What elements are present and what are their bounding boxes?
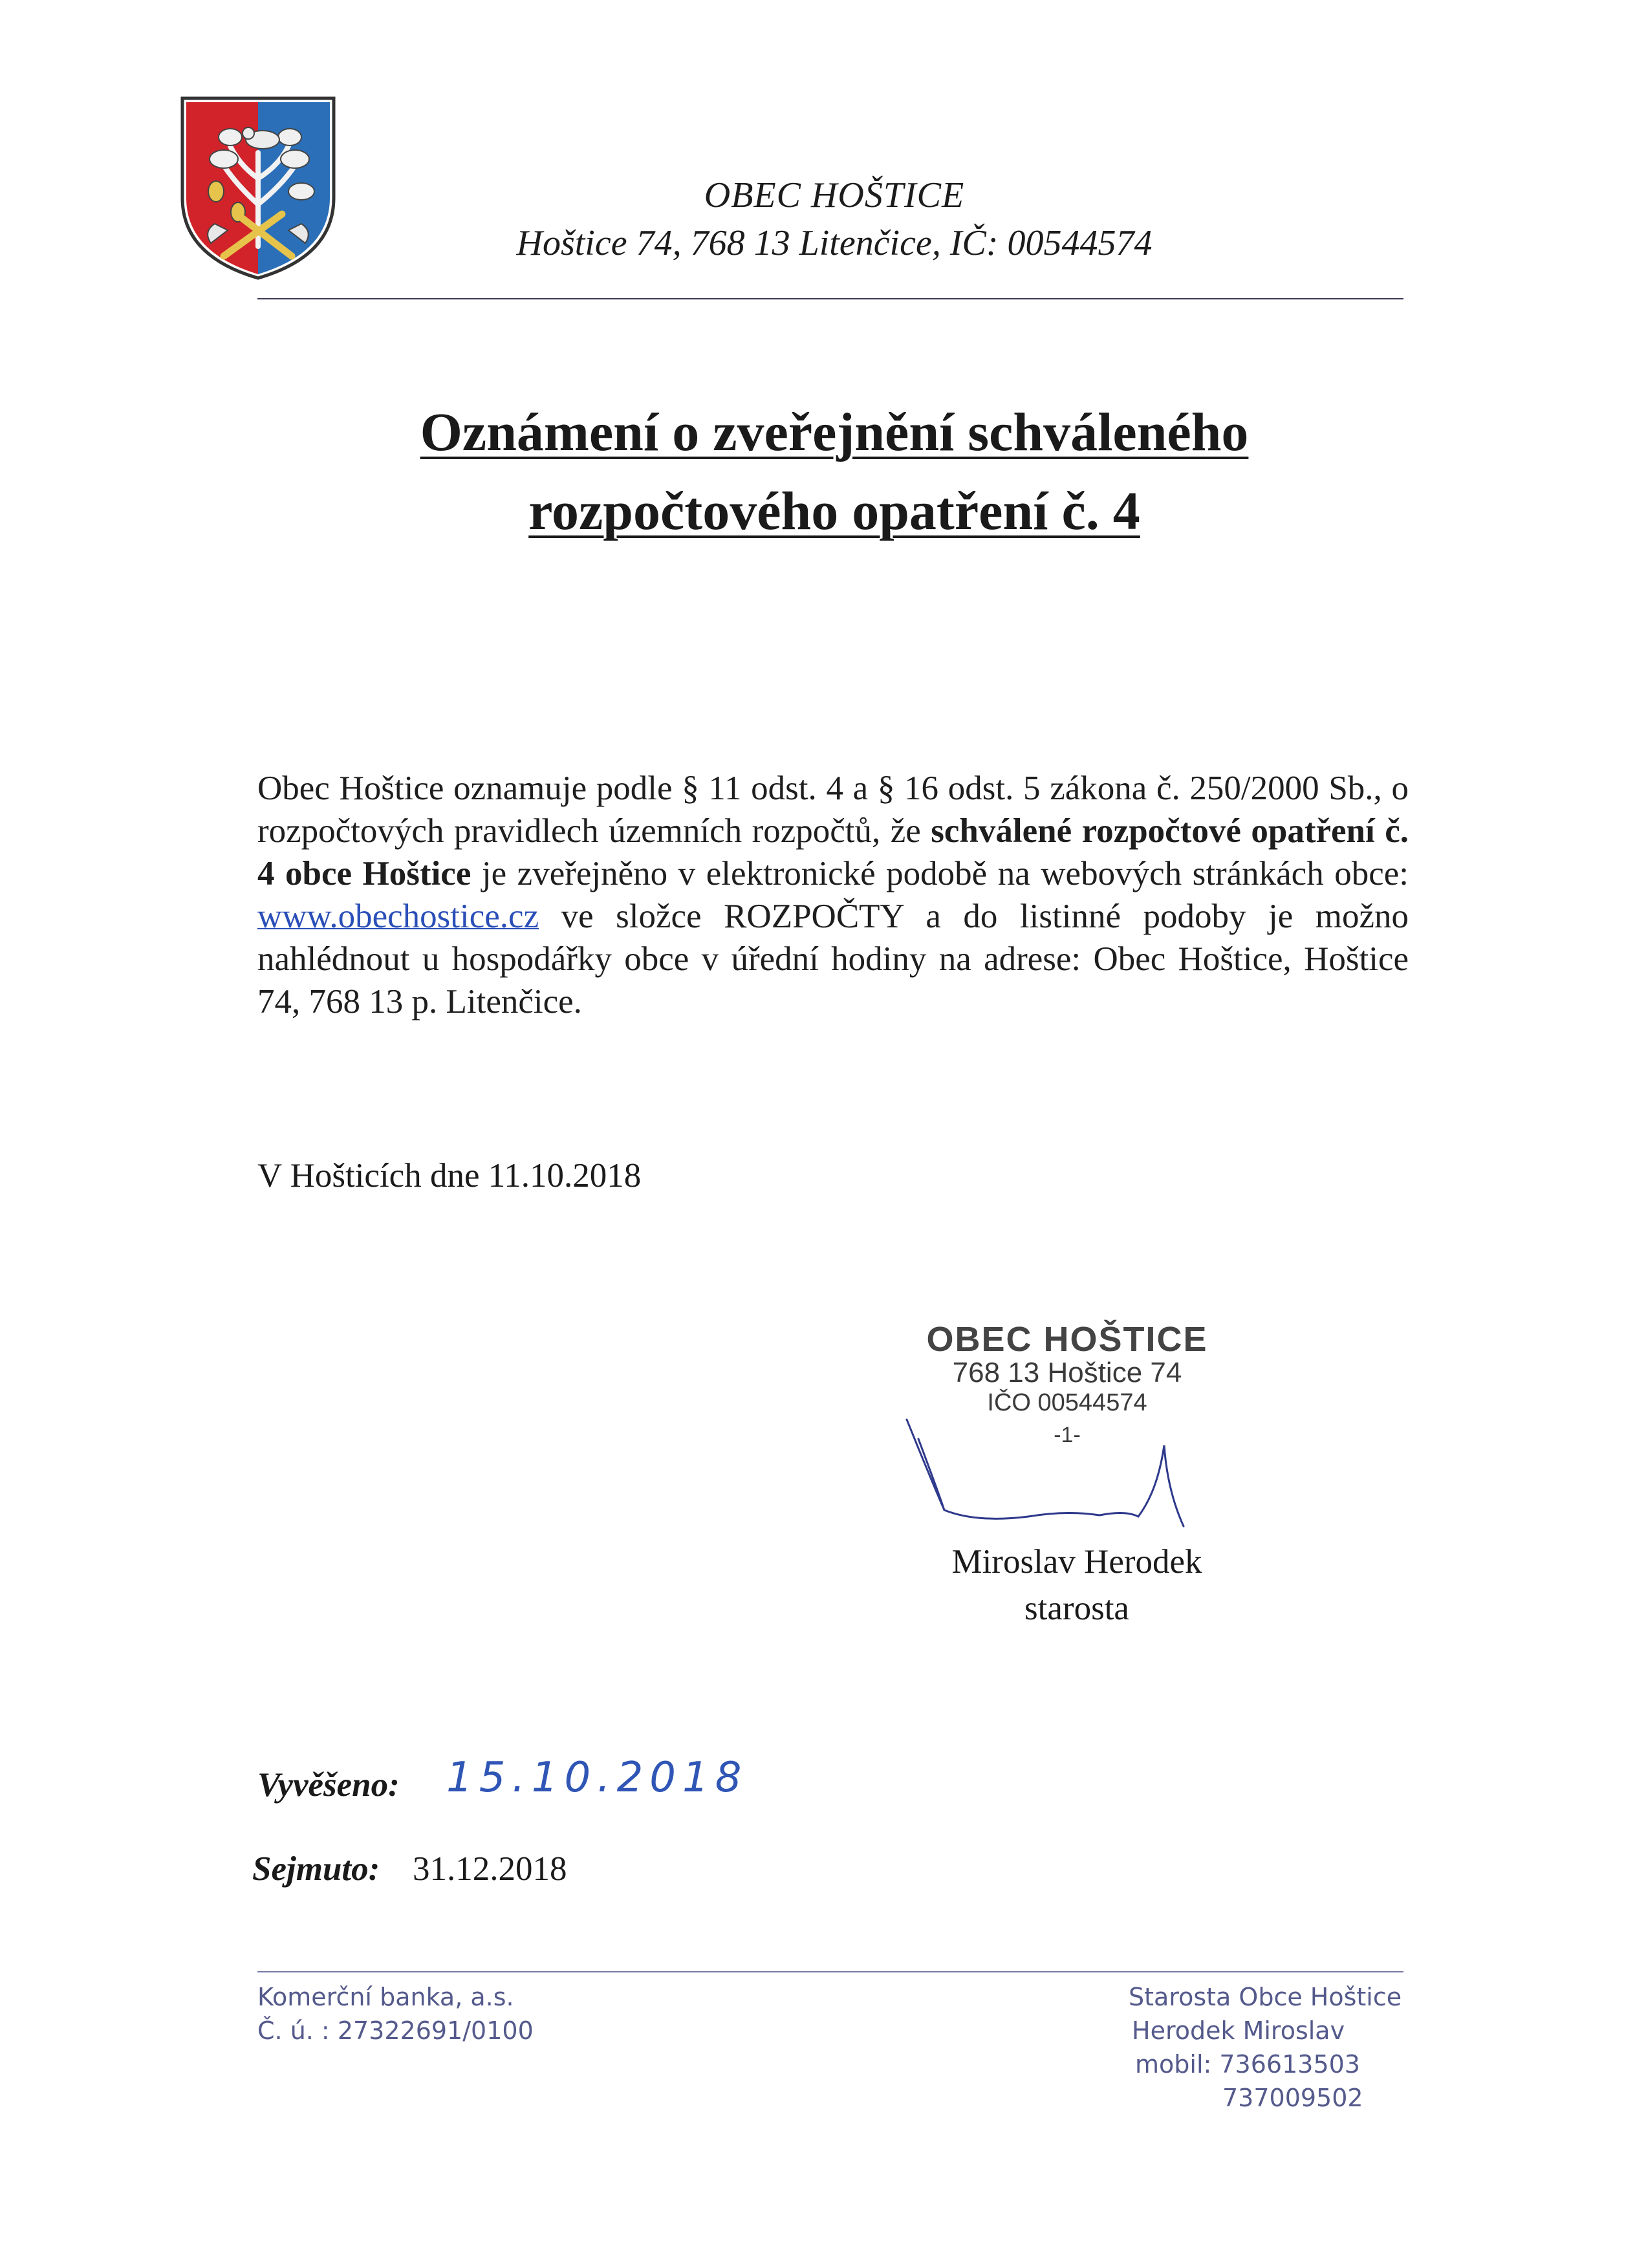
removed-label: Sejmuto: bbox=[252, 1850, 380, 1888]
paragraph-text-3: ve složce ROZPOČTY a do listinné podoby je možno nahlédnout u hospodářky obce v úřední hodiny na adrese: Obec Hoštice, Hoštice 74, 768 13 p. Litenčice. bbox=[257, 898, 1409, 1021]
stamp-address: 768 13 Hoštice 74 bbox=[952, 1357, 1182, 1388]
footer-mayor-mobile: mobil: 736613503 bbox=[1135, 2050, 1360, 2079]
footer-mayor-mobile-2: 737009502 bbox=[1222, 2084, 1363, 2112]
stamp-number: -1- bbox=[1054, 1423, 1081, 1447]
document-title-line-1: Oznámení o zveřejnění schváleného bbox=[420, 402, 1249, 462]
website-link[interactable]: www.obechostice.cz bbox=[257, 898, 539, 935]
header-address: Hoštice 74, 768 13 Litenčice, IČ: 00544574 bbox=[516, 223, 1153, 263]
announcement-paragraph bbox=[257, 767, 1409, 1023]
header-divider bbox=[257, 298, 1403, 299]
stamp-ico: IČO 00544574 bbox=[987, 1389, 1147, 1416]
footer-bank-account: Č. ú. : 27322691/0100 bbox=[257, 2016, 534, 2045]
signatory-name: Miroslav Herodek bbox=[951, 1543, 1202, 1581]
document-title-line-2: rozpočtového opatření č. 4 bbox=[528, 481, 1140, 541]
footer-mayor-title: Starosta Obce Hoštice bbox=[1129, 1983, 1402, 2011]
signatory-role: starosta bbox=[1024, 1590, 1129, 1627]
header-municipality: OBEC HOŠTICE bbox=[704, 175, 965, 215]
removed-date: 31.12.2018 bbox=[413, 1850, 567, 1888]
paragraph-text-1: Obec Hoštice oznamuje podle § 11 odst. 4 a § 16 odst. 5 zákona č. 250/2000 Sb., o rozpočtových pravidlech územních rozpočtů, že bbox=[257, 770, 1409, 850]
footer-mayor-name: Herodek Miroslav bbox=[1132, 2016, 1345, 2045]
footer-bank-name: Komerční banka, a.s. bbox=[257, 1983, 514, 2011]
paragraph-text-2: je zveřejněno v elektronické podobě na webových stránkách obce: bbox=[471, 855, 1409, 892]
footer-divider bbox=[257, 1971, 1403, 1972]
stamp-municipality: OBEC HOŠTICE bbox=[926, 1320, 1208, 1359]
posted-date-handwritten: 15.10.2018 bbox=[446, 1754, 748, 1802]
paragraph-bold-text: schválené rozpočtové opatření č. 4 obce Hoštice bbox=[257, 812, 1409, 892]
issue-date-line: V Hošticích dne 11.10.2018 bbox=[257, 1157, 642, 1194]
posted-label: Vyvěšeno: bbox=[257, 1766, 400, 1804]
handwritten-signature bbox=[899, 1413, 1209, 1542]
